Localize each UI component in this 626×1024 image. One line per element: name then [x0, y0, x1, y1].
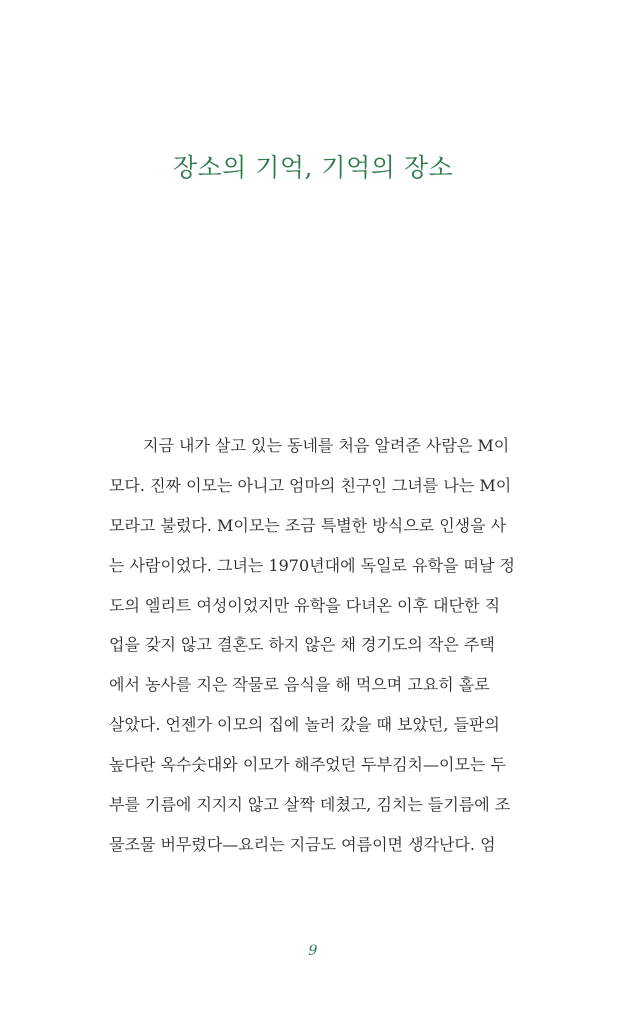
text-line: 지금 내가 살고 있는 동네를 처음 알려준 사람은 M이 [143, 436, 510, 455]
text-line: 물조물 버무렸다—요리는 지금도 여름이면 생각난다. 엄 [109, 834, 496, 854]
text-line: 모다. 진짜 이모는 아니고 엄마의 친구인 그녀를 나는 M이 [109, 475, 512, 495]
text-line: 업을 갖지 않고 결혼도 하지 않은 채 경기도의 작은 주택 [109, 635, 495, 655]
text-line: 에서 농사를 지은 작물로 음식을 해 먹으며 고요히 홀로 [109, 675, 490, 695]
text-line: 부를 기름에 지지지 않고 살짝 데쳤고, 김치는 들기름에 조 [109, 795, 511, 815]
text-line: 살았다. 언젠가 이모의 집에 놀러 갔을 때 보았던, 들판의 [109, 715, 500, 735]
text-line: 는 사람이었다. 그녀는 1970년대에 독일로 유학을 떠날 정 [109, 555, 515, 575]
text-line: 높다란 옥수숫대와 이모가 해주었던 두부김치—이모는 두 [109, 755, 506, 775]
body-text [109, 426, 549, 865]
chapter-title: 장소의 기억, 기억의 장소 [172, 153, 454, 182]
text-line: 모라고 불렀다. M이모는 조금 특별한 방식으로 인생을 사 [109, 515, 507, 535]
text-line: 도의 엘리트 여성이었지만 유학을 다녀온 이후 대단한 직 [109, 595, 501, 615]
page-number: 9 [308, 943, 318, 959]
